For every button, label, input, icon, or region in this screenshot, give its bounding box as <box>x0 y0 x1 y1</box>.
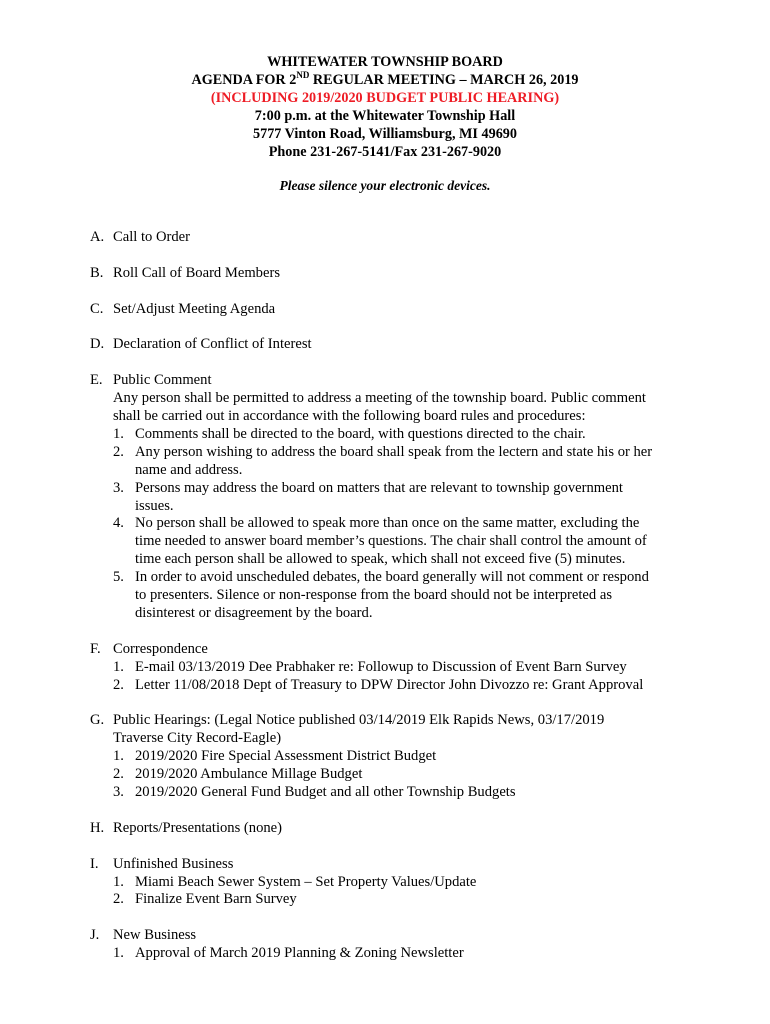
list-item: 5. In order to avoid unscheduled debates, the board generally will not comment or respond to presenters. Silence or non-response from the board should not be interpreted as disinterest or disagreement by the board. <box>113 569 649 621</box>
section-title: Correspondence <box>113 640 208 657</box>
device-notice: Please silence your electronic devices. <box>279 178 491 193</box>
section-letter: G. <box>90 712 105 729</box>
agenda-section-c <box>90 301 690 319</box>
section-letter: B. <box>90 264 104 281</box>
agenda-section-h <box>90 820 690 838</box>
agenda-section-e <box>90 372 690 623</box>
section-title: Unfinished Business <box>113 855 234 872</box>
list-item: 1. E-mail 03/13/2019 Dee Prabhaker re: Followup to Discussion of Event Barn Survey <box>113 658 627 675</box>
section-title-continued: Traverse City Record-Eagle) <box>113 730 282 747</box>
section-title: Call to Order <box>113 229 191 245</box>
section-title: Public Hearings: (Legal Notice published 03/14/2019 Elk Rapids News, 03/17/2019 <box>113 712 605 729</box>
list-item: 1. 2019/2020 Fire Special Assessment District Budget <box>113 748 437 765</box>
list-item: 3. Persons may address the board on matters that are relevant to township government issues. <box>113 479 623 514</box>
public-comment-intro: Any person shall be permitted to address a meeting of the township board. Public comment shall be carried out in accordance with the following board rules and procedures: <box>113 390 646 424</box>
section-letter: F. <box>90 640 101 657</box>
agenda-section-g <box>90 712 690 802</box>
board-title: WHITEWATER TOWNSHIP BOARD <box>267 54 503 70</box>
document-header <box>0 53 770 161</box>
list-item: 1. Approval of March 2019 Planning & Zoning Newsletter <box>113 945 464 962</box>
agenda-section-a <box>90 229 690 247</box>
ordinal-suffix: ND <box>296 70 310 80</box>
section-title: Public Comment <box>113 372 212 389</box>
hearing-note: (INCLUDING 2019/2020 BUDGET PUBLIC HEARING) <box>210 90 560 106</box>
section-title: Declaration of Conflict of Interest <box>113 336 312 353</box>
agenda-section-d <box>90 336 690 354</box>
list-item: 1. Comments shall be directed to the board, with questions directed to the chair. <box>113 425 586 442</box>
section-letter: C. <box>90 300 104 317</box>
list-item: 2. Finalize Event Barn Survey <box>113 891 297 908</box>
section-title: Reports/Presentations (none) <box>113 819 283 836</box>
meeting-address: 5777 Vinton Road, Williamsburg, MI 49690 <box>253 126 517 142</box>
agenda-section-i <box>90 856 690 910</box>
section-letter: H. <box>90 819 105 836</box>
section-letter: A. <box>90 229 105 245</box>
section-letter: J. <box>90 927 100 944</box>
list-item: 3. 2019/2020 General Fund Budget and all other Township Budgets <box>113 784 516 800</box>
section-title: Set/Adjust Meeting Agenda <box>113 300 276 317</box>
agenda-title: AGENDA FOR 2ND REGULAR MEETING – MARCH 26, 2019 <box>191 70 579 88</box>
meeting-time-place: 7:00 p.m. at the Whitewater Township Hall <box>254 108 516 124</box>
section-title: Roll Call of Board Members <box>113 264 280 281</box>
section-letter: I. <box>90 855 99 872</box>
agenda-section-f <box>90 641 690 695</box>
section-title: New Business <box>113 927 197 944</box>
list-item: 1. Miami Beach Sewer System – Set Property Values/Update <box>113 873 477 890</box>
section-letter: D. <box>90 336 105 353</box>
agenda-section-j <box>90 927 690 963</box>
list-item: 4. No person shall be allowed to speak more than once on the same matter, excluding the time needed to answer board member’s questions. The chair shall control the amount of time each person shall be allowed to speak, which shall not exceed five (5) minutes. <box>113 515 647 568</box>
agenda-list <box>90 229 690 981</box>
list-item: 2. Letter 11/08/2018 Dept of Treasury to DPW Director John Divozzo re: Grant Approval <box>113 676 644 693</box>
section-letter: E. <box>90 372 103 389</box>
agenda-section-b <box>90 265 690 283</box>
list-item: 2. Any person wishing to address the board shall speak from the lectern and state his or her name and address. <box>113 443 653 478</box>
list-item: 2. 2019/2020 Ambulance Millage Budget <box>113 766 363 783</box>
contact-phone: Phone 231-267-5141/Fax 231-267-9020 <box>268 144 502 160</box>
